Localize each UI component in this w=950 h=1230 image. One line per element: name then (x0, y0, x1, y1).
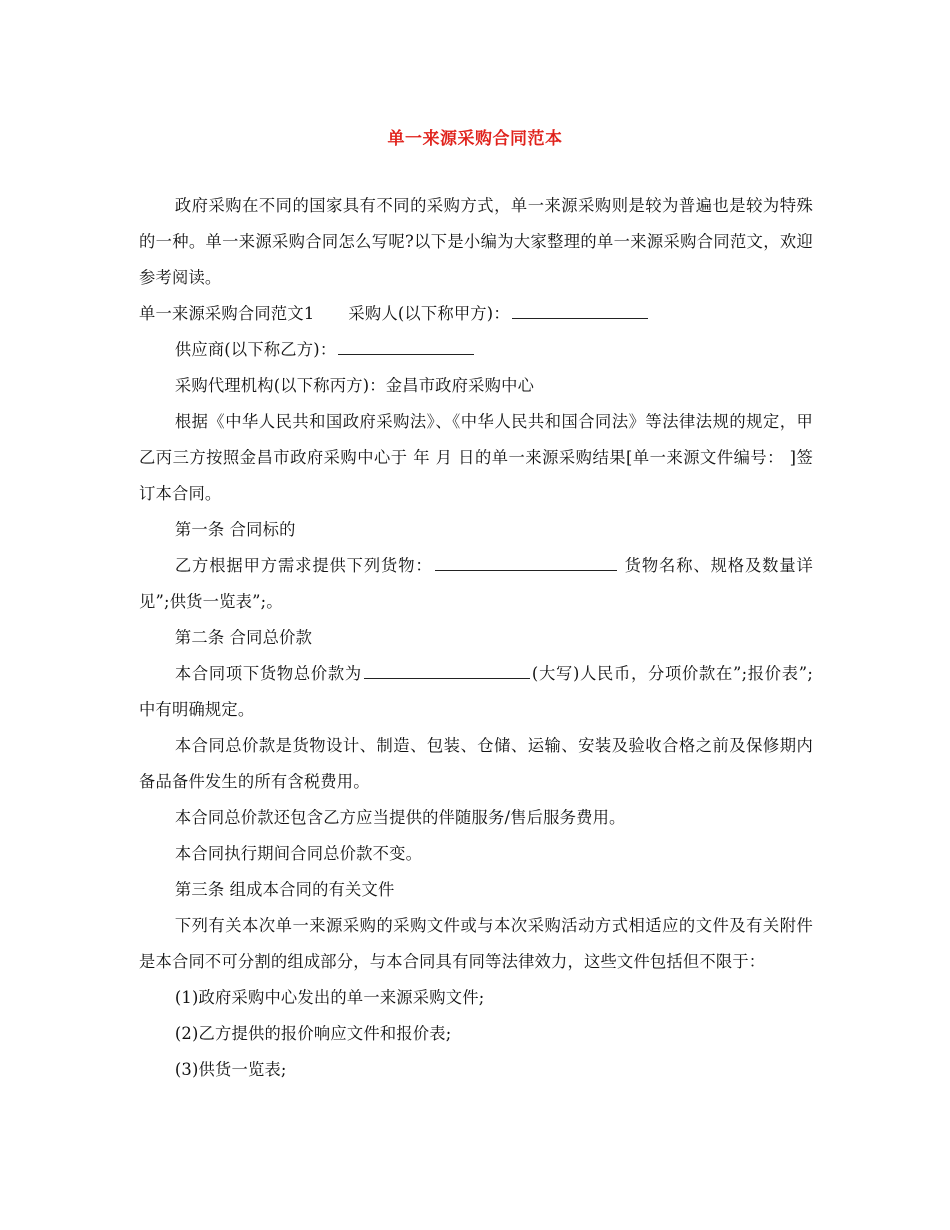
list-item-3: (3)供货一览表; (174, 1060, 287, 1079)
party-b-blank (338, 336, 474, 355)
goods-blank (435, 552, 617, 571)
party-b-label: 供应商(以下称乙方)： (174, 340, 337, 359)
article-2-text-a: 本合同项下货物总价款为 (174, 664, 362, 683)
list-item-2: (2)乙方提供的报价响应文件和报价表; (174, 1024, 452, 1043)
article-1-text-b: 货物名称、规格及数量详见”;供货一览表”;。 (139, 556, 813, 611)
article-2-text-b: (大写)人民币，分项价款在”;报价表”;中有明确规定。 (139, 664, 814, 719)
party-a-blank (512, 300, 648, 319)
article-1-title: 第一条 合同标的 (174, 520, 296, 539)
party-a-label: 采购人(以下称甲方)： (348, 304, 510, 323)
basis-paragraph: 根据《中华人民共和国政府采购法》、《中华人民共和国合同法》等法律法规的规定，甲乙丙三方按照金昌市政府采购中心于 年 月 日的单一来源采购结果[单一来源文件编号： ]签订本合同。 (139, 412, 813, 503)
article-2-paragraph-3: 本合同总价款还包含乙方应当提供的伴随服务/售后服务费用。 (174, 808, 626, 827)
party-c-line: 采购代理机构(以下称丙方)：金昌市政府采购中心 (174, 376, 535, 395)
article-3-paragraph: 下列有关本次单一来源采购的采购文件或与本次采购活动方式相适应的文件及有关附件是本合同不可分割的组成部分，与本合同具有同等法律效力，这些文件包括但不限于： (139, 916, 813, 971)
article-1-paragraph (139, 548, 813, 620)
list-item-1: (1)政府采购中心发出的单一来源采购文件; (174, 988, 485, 1007)
sample-heading: 单一来源采购合同范文1 (139, 304, 315, 323)
sample-heading-line (139, 296, 813, 332)
article-2-title: 第二条 合同总价款 (174, 628, 313, 647)
document-title: 单一来源采购合同范本 (387, 129, 563, 149)
article-2-paragraph-2: 本合同总价款是货物设计、制造、包装、仓储、运输、安装及验收合格之前及保修期内备品备件发生的所有含税费用。 (139, 736, 813, 791)
article-2-paragraph-4: 本合同执行期间合同总价款不变。 (174, 844, 423, 863)
document-body (139, 188, 813, 1088)
party-b-line (139, 332, 813, 368)
total-price-blank (364, 660, 530, 679)
intro-paragraph: 政府采购在不同的国家具有不同的采购方式，单一来源采购则是较为普遍也是较为特殊的一种。单一来源采购合同怎么写呢?以下是小编为大家整理的单一来源采购合同范文，欢迎参考阅读。 (139, 196, 813, 287)
article-2-paragraph-1 (139, 656, 813, 728)
article-3-title: 第三条 组成本合同的有关文件 (174, 880, 395, 899)
article-1-text-a: 乙方根据甲方需求提供下列货物： (174, 556, 433, 575)
